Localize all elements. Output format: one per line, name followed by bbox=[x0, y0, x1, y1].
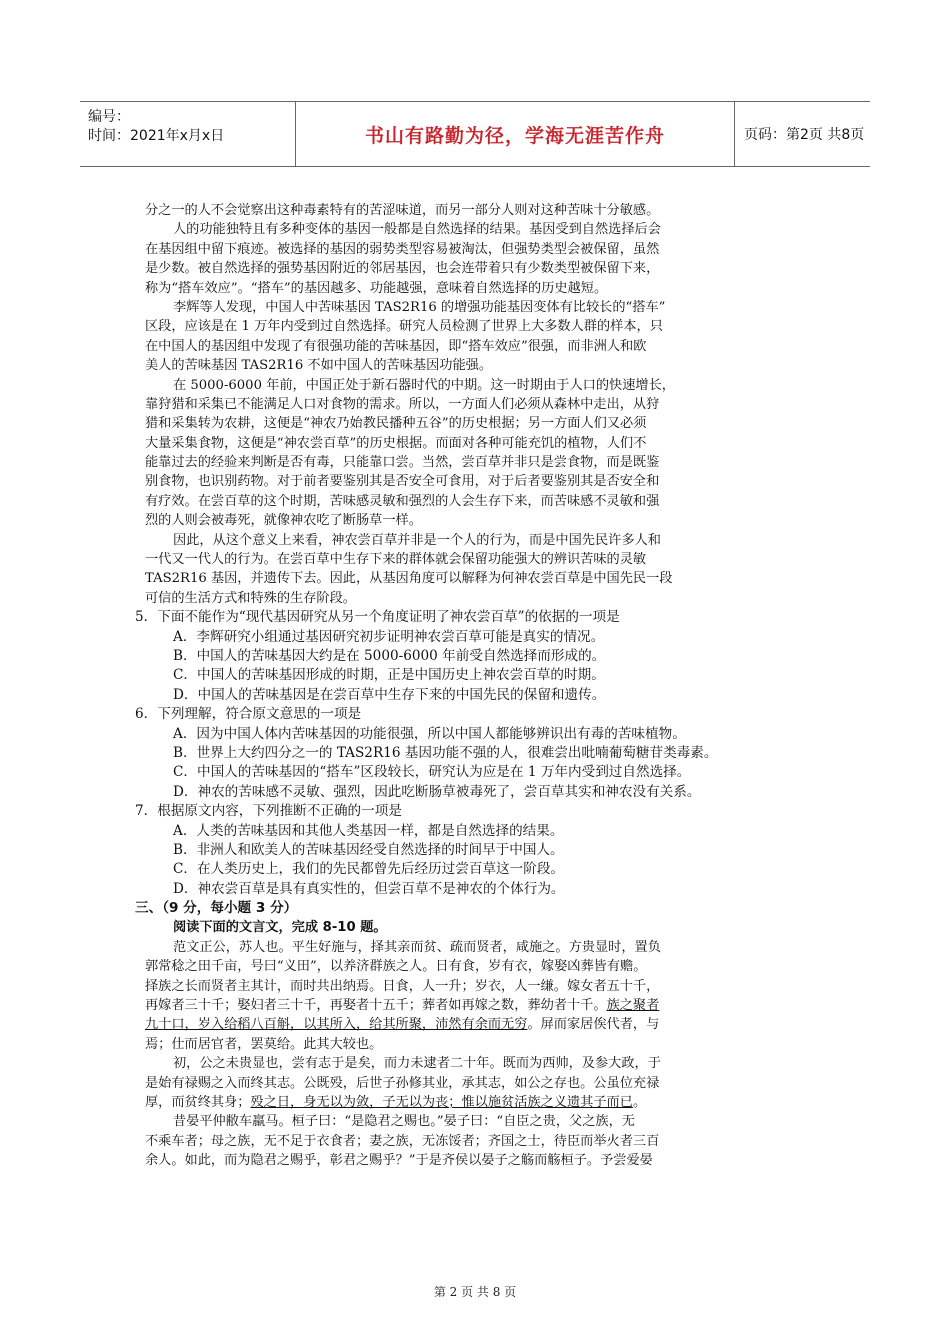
header-motto: 书山有路勤为径，学海无涯苦作舟 bbox=[295, 102, 735, 166]
paragraph-line: 区段，应该是在 1 万年内受到过自然选择。研究人员检测了世界上大多数人群的样本，只 bbox=[145, 319, 663, 335]
paragraph-line: 李辉等人发现，中国人中苦味基因 TAS2R16 的增强功能基因变体有比较长的“搭车” bbox=[173, 299, 666, 315]
paragraph-line: 美人的苦味基因 TAS2R16 不如中国人的苦味基因功能强。 bbox=[145, 358, 493, 374]
paragraph-line: 称为“搭车效应”。“搭车”的基因越多、功能越强，意味着自然选择的历史越短。 bbox=[145, 280, 608, 296]
paragraph-line: 有疗效。在尝百草的这个时期，苦味感灵敏和强烈的人会生存下来，而苦味感不灵敏和强 bbox=[145, 493, 660, 509]
question-7-stem: 7．根据原文内容，下列推断不正确的一项是 bbox=[135, 803, 402, 820]
classical-line: 初，公之未贵显也，尝有志于是矣，而力未逮者二十年。既而为西帅，及参大政，于 bbox=[173, 1056, 661, 1072]
question-6-option-c: C．中国人的苦味基因的“搭车”区段较长，研究认为应是在 1 万年内受到过自然选择。 bbox=[173, 764, 691, 781]
classical-line: 择族之长而贤者主其计，而时共出纳焉。日食，人一升；岁衣，人一缣。嫁女者五十千， bbox=[145, 978, 660, 994]
paragraph-line: 一代又一代人的行为。在尝百草中生存下来的群体就会保留功能强大的辨识苦味的灵敏 bbox=[145, 552, 647, 568]
classical-text: 。屏而家居俟代者，与 bbox=[527, 1017, 660, 1033]
document-body bbox=[135, 201, 820, 1171]
paragraph-line: 可信的生活方式和特殊的生存阶段。 bbox=[145, 590, 356, 606]
paragraph-line: 能靠过去的经验来判断是否有毒，只能靠口尝。当然，尝百草并非只是尝食物，而是既鉴 bbox=[145, 455, 660, 471]
question-7-option-c: C．在人类历史上，我们的先民都曾先后经历过尝百草这一阶段。 bbox=[173, 861, 565, 878]
question-5-stem: 5．下面不能作为“现代基因研究从另一个角度证明了神农尝百草”的依据的一项是 bbox=[135, 609, 620, 626]
question-5-option-a: A．李辉研究小组通过基因研究初步证明神农尝百草可能是真实的情况。 bbox=[173, 628, 605, 645]
time-label: 时间：2021年x月x日 bbox=[88, 128, 225, 144]
paragraph-line: 在中国人的基因组中发现了有很强功能的苦味基因，即“搭车效应”很强，而非洲人和欧 bbox=[145, 338, 647, 354]
question-6-option-b: B．世界上大约四分之一的 TAS2R16 基因功能不强的人，很难尝出吡喃葡萄糖苷类毒素。 bbox=[173, 744, 718, 761]
question-6-stem: 6．下列理解，符合原文意思的一项是 bbox=[135, 706, 362, 723]
header-left bbox=[88, 108, 293, 146]
classical-line bbox=[145, 1093, 820, 1112]
classical-line: 是始有禄赐之入而终其志。公既殁，后世子孙修其业，承其志，如公之存也。公虽位充禄 bbox=[145, 1075, 660, 1091]
classical-line: 范文正公，苏人也。平生好施与，择其亲而贫、疏而贤者，咸施之。方贵显时，置负 bbox=[173, 939, 661, 955]
question-7-option-d: D．神农尝百草是具有真实性的，但尝百草不是神农的个体行为。 bbox=[173, 880, 565, 897]
paragraph-line: 在 5000-6000 年前，中国正处于新石器时代的中期。这一时期由于人口的快速增长， bbox=[173, 377, 675, 393]
paragraph-line: TAS2R16 基因，并遗传下去。因此，从基因角度可以解释为何神农尝百草是中国先民一段 bbox=[145, 571, 673, 587]
question-5-option-d: D．中国人的苦味基因是在尝百草中生存下来的中国先民的保留和遗传。 bbox=[173, 686, 606, 703]
paragraph-line: 人的功能独特且有多种变体的基因一般都是自然选择的结果。基因受到自然选择后会 bbox=[173, 222, 661, 238]
page-header bbox=[80, 101, 870, 167]
classical-text: 再嫁者三十千；娶妇者三十千，再娶者十五千；葬者如再嫁之数，葬幼者十千。 bbox=[145, 998, 607, 1014]
paragraph-line: 大量采集食物，这便是“神农尝百草”的历史根据。而面对各种可能充饥的植物，人们不 bbox=[145, 435, 647, 451]
page-footer: 第 2 页 共 8 页 bbox=[433, 1285, 517, 1299]
number-label: 编号： bbox=[88, 109, 130, 125]
paragraph-line: 因此，从这个意义上来看，神农尝百草并非是一个人的行为，而是中国先民许多人和 bbox=[173, 532, 661, 548]
paragraph-line: 分之一的人不会觉察出这种毒素特有的苦涩味道，而另一部分人则对这种苦味十分敏感。 bbox=[145, 203, 660, 218]
paragraph-line: 在基因组中留下痕迹。被选择的基因的弱势类型容易被淘汰，但强势类型会被保留，虽然 bbox=[145, 241, 660, 257]
question-6-option-d: D．神农的苦味感不灵敏、强烈，因此吃断肠草被毒死了，尝百草其实和神农没有关系。 bbox=[173, 783, 701, 800]
classical-line: 郭常稔之田千亩，号曰“义田”，以养济群族之人。日有食，岁有衣，嫁娶凶葬皆有赡。 bbox=[145, 959, 647, 975]
classical-line: 焉；仕而居官者，罢莫给。此其大较也。 bbox=[145, 1036, 383, 1052]
classical-line bbox=[145, 996, 820, 1015]
classical-text: 。 bbox=[632, 1094, 647, 1110]
section-3-instruction: 阅读下面的文言文，完成 8-10 题。 bbox=[173, 920, 387, 936]
paragraph-line: 靠狩猎和采集已不能满足人口对食物的需求。所以，一方面人们必须从森林中走出，从狩 bbox=[145, 396, 660, 412]
paragraph-line: 猎和采集转为农耕，这便是“神农乃始教民播种五谷”的历史根据；另一方面人们又必须 bbox=[145, 416, 647, 432]
classical-line bbox=[145, 1015, 820, 1034]
classical-line: 不乘车者；母之族，无不足于衣食者；妻之族，无冻馁者；齐国之士，待臣而举火者三百 bbox=[145, 1133, 660, 1149]
underlined-sentence: 九十口，岁入给稻八百斛，以其所入，给其所聚，沛然有余而无穷 bbox=[145, 1017, 528, 1033]
question-5-option-b: B．中国人的苦味基因大约是在 5000-6000 年前受自然选择而形成的。 bbox=[173, 647, 606, 664]
underlined-sentence: 殁之日，身无以为敛，子无以为丧；惟以施贫活族之义遗其子而已 bbox=[250, 1094, 633, 1110]
classical-text: 厚，而贫终其身； bbox=[145, 1094, 251, 1110]
question-6-option-a: A．因为中国人体内苦味基因的功能很强，所以中国人都能够辨识出有毒的苦味植物。 bbox=[173, 725, 686, 742]
paragraph-line: 是少数。被自然选择的强势基因附近的邻居基因，也会连带着只有少数类型被保留下来， bbox=[145, 261, 660, 277]
paragraph-line: 别食物，也识别药物。对于前者要鉴别其是否安全可食用，对于后者要鉴别其是否安全和 bbox=[145, 474, 660, 490]
section-3-title: 三、（9 分，每小题 3 分） bbox=[135, 900, 298, 917]
classical-line: 余人。如此，而为隐君之赐乎，彰君之赐乎？”于是齐侯以晏子之觞而觞桓子。予尝爱晏 bbox=[145, 1153, 653, 1169]
question-7-option-a: A．人类的苦味基因和其他人类基因一样，都是自然选择的结果。 bbox=[173, 822, 564, 839]
paragraph-line: 烈的人则会被毒死，就像神农吃了断肠草一样。 bbox=[145, 513, 422, 529]
header-page-info: 页码：第2页 共8页 bbox=[744, 127, 865, 143]
question-7-option-b: B．非洲人和欧美人的苦味基因经受自然选择的时间早于中国人。 bbox=[173, 841, 564, 858]
classical-line: 昔晏平仲敝车羸马。桓子曰：“是隐君之赐也。”晏子曰：“自臣之贵，父之族，无 bbox=[173, 1114, 635, 1130]
question-5-option-c: C．中国人的苦味基因形成的时期，正是中国历史上神农尝百草的时期。 bbox=[173, 667, 605, 684]
underlined-sentence: 族之聚者 bbox=[606, 998, 660, 1014]
